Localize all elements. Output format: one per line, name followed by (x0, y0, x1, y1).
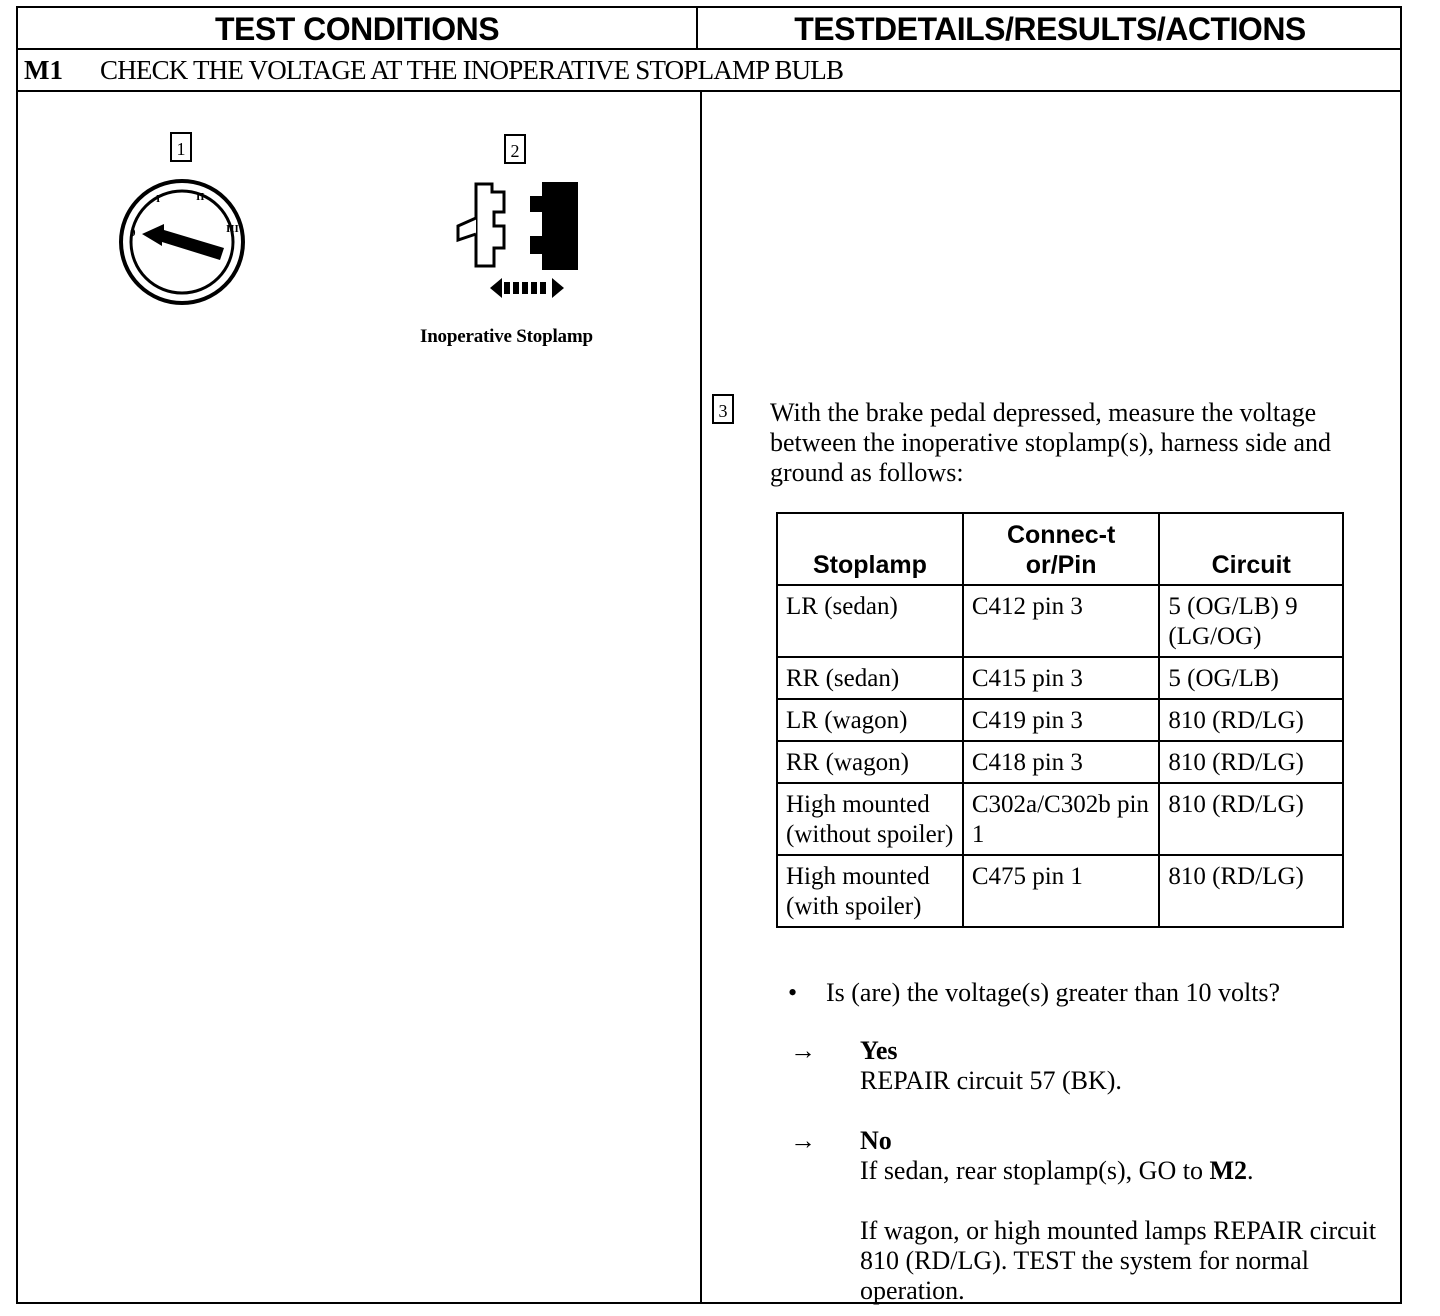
bullet-icon: • (788, 978, 798, 1007)
answer-no-text-2: If wagon, or high mounted lamps REPAIR circuit 810 (RD/LG). TEST the system for normal operation. (860, 1216, 1377, 1305)
instruction-text: With the brake pedal depressed, measure the voltage between the inoperative stoplamp(s), harness side and ground as follows: (770, 398, 1331, 487)
col-header-connector-text: Connec-tor/Pin (1006, 521, 1116, 579)
step-3-number: 3 (712, 394, 734, 424)
figure-2-number: 2 (504, 134, 526, 164)
table-header-row (777, 513, 1343, 585)
cell-circuit: 810 (RD/LG) (1159, 699, 1343, 741)
cell-circuit: 5 (OG/LB) 9 (LG/OG) (1159, 585, 1343, 657)
question-text: Is (are) the voltage(s) greater than 10 volts? (826, 978, 1281, 1007)
cell-stoplamp: High mounted (without spoiler) (777, 783, 963, 855)
cell-circuit: 5 (OG/LB) (1159, 657, 1343, 699)
cell-connector: C415 pin 3 (963, 657, 1160, 699)
test-frame (16, 6, 1402, 1304)
table-row (777, 657, 1343, 699)
cell-stoplamp: LR (sedan) (777, 585, 963, 657)
svg-text:II: II (196, 191, 205, 203)
answer-no-body (860, 1126, 1400, 1306)
svg-text:III: III (226, 223, 239, 235)
column-divider (700, 92, 702, 1304)
arrow-right-icon: → (790, 1126, 816, 1155)
cell-circuit: 810 (RD/LG) (1159, 741, 1343, 783)
cell-circuit: 810 (RD/LG) (1159, 855, 1343, 927)
col-header-circuit: Circuit (1159, 513, 1343, 585)
answer-yes-body (860, 1036, 1400, 1096)
cell-stoplamp: RR (sedan) (777, 657, 963, 699)
header-test-details: TESTDETAILS/RESULTS/ACTIONS (794, 11, 1306, 47)
table-row (777, 585, 1343, 657)
col-header-stoplamp: Stoplamp (777, 513, 963, 585)
cell-stoplamp: RR (wagon) (777, 741, 963, 783)
cell-stoplamp: LR (wagon) (777, 699, 963, 741)
figure-1-number: 1 (170, 132, 192, 162)
cell-circuit: 810 (RD/LG) (1159, 783, 1343, 855)
go-to-step-m2: M2 (1209, 1156, 1247, 1185)
step-title-row (18, 50, 1400, 92)
figure-2-caption: Inoperative Stoplamp (420, 326, 593, 347)
answer-yes-label: Yes (860, 1036, 898, 1065)
table-row (777, 783, 1343, 855)
answer-yes-text: REPAIR circuit 57 (BK). (860, 1066, 1122, 1095)
step-title: CHECK THE VOLTAGE AT THE INOPERATIVE STOPLAMP BULB (100, 55, 844, 85)
ignition-switch-icon (114, 178, 250, 308)
table-row (777, 741, 1343, 783)
arrow-right-icon: → (790, 1036, 816, 1065)
cell-connector: C475 pin 1 (963, 855, 1160, 927)
answer-no-text-1-prefix: If sedan, rear stoplamp(s), GO to (860, 1156, 1210, 1185)
answer-no-label: No (860, 1126, 892, 1155)
step-id: M1 (24, 55, 63, 85)
header-test-conditions: TEST CONDITIONS (18, 8, 698, 48)
cell-stoplamp: High mounted (with spoiler) (777, 855, 963, 927)
cell-connector: C419 pin 3 (963, 699, 1160, 741)
connector-disconnect-icon (450, 178, 586, 302)
svg-text:I: I (156, 193, 161, 205)
answer-no-text-1 (860, 1156, 1400, 1186)
table-row (777, 855, 1343, 927)
stoplamp-table (776, 512, 1344, 928)
col-header-connector (963, 513, 1160, 585)
svg-text:0: 0 (130, 227, 136, 239)
cell-connector: C418 pin 3 (963, 741, 1160, 783)
answer-no-text-1-suffix: . (1247, 1156, 1254, 1185)
cell-connector: C412 pin 3 (963, 585, 1160, 657)
table-row (777, 699, 1343, 741)
header-row (18, 8, 1400, 50)
cell-connector: C302a/C302b pin 1 (963, 783, 1160, 855)
